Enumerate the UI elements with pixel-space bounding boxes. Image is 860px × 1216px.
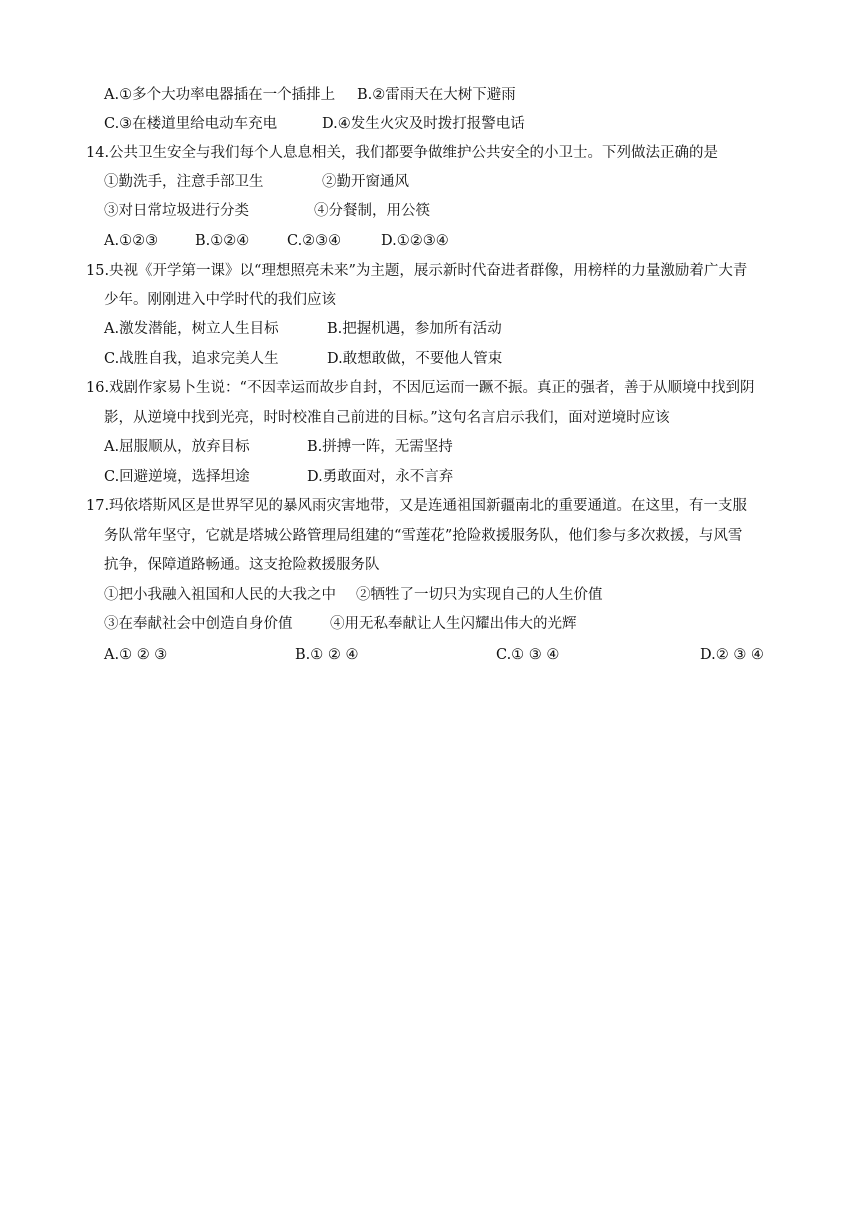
q14-item-3: ③对日常垃圾进行分类	[104, 203, 249, 219]
q14-option-b: B.①②④	[195, 233, 250, 249]
q13-option-d: D.④发生火灾及时拨打报警电话	[322, 116, 525, 132]
q17-option-d: D.② ③ ④	[700, 647, 764, 663]
q14-item-2: ②勤开窗通风	[322, 174, 409, 190]
q16-option-c: C.回避逆境，选择坦途	[104, 469, 250, 485]
q16-option-b: B.拼搏一阵，无需坚持	[307, 439, 453, 455]
q15-option-c: C.战胜自我，追求完美人生	[104, 351, 279, 367]
q14-item-4: ④分餐制，用公筷	[314, 203, 430, 219]
q14-item-1: ①勤洗手，注意手部卫生	[104, 174, 264, 190]
q14-stem: 14.公共卫生安全与我们每个人息息相关，我们都要争做维护公共安全的小卫士。下列做法正确的是	[86, 145, 719, 161]
q15-stem-line-1: 15.央视《开学第一课》以“理想照亮未来”为主题，展示新时代奋进者群像，用榜样的力量激励着广大青	[86, 263, 748, 279]
q17-stem-line-2: 务队常年坚守，它就是塔城公路管理局组建的“雪莲花”抢险救援服务队，他们参与多次救援，与风雪	[104, 528, 743, 544]
q17-item-4: ④用无私奉献让人生闪耀出伟大的光辉	[330, 616, 577, 632]
q17-option-b: B.① ② ④	[295, 647, 359, 663]
q17-item-3: ③在奉献社会中创造自身价值	[104, 616, 293, 632]
q14-option-d: D.①②③④	[381, 233, 449, 249]
q15-option-b: B.把握机遇，参加所有活动	[327, 321, 502, 337]
q16-option-d: D.勇敢面对，永不言弃	[307, 469, 454, 485]
q13-option-b: B.②雷雨天在大树下避雨	[357, 87, 516, 103]
q17-option-a: A.① ② ③	[104, 647, 168, 663]
q17-option-c: C.① ③ ④	[496, 647, 560, 663]
q16-stem-line-2: 影，从逆境中找到光亮，时时校准自己前进的目标。”这句名言启示我们，面对逆境时应该	[104, 410, 670, 426]
q13-option-c: C.③在楼道里给电动车充电	[104, 116, 278, 132]
q16-stem-line-1: 16.戏剧作家易卜生说：“不因幸运而故步自封，不因厄运而一蹶不振。真正的强者，善于从顺境中找到阴	[86, 380, 755, 396]
q17-stem-line-1: 17.玛依塔斯风区是世界罕见的暴风雨灾害地带，又是连通祖国新疆南北的重要通道。在这里，有一支服	[86, 498, 748, 514]
q16-option-a: A.屈服顺从，放弃目标	[104, 439, 250, 455]
q14-option-c: C.②③④	[287, 233, 342, 249]
q17-item-1: ①把小我融入祖国和人民的大我之中	[104, 587, 336, 603]
q17-stem-line-3: 抗争，保障道路畅通。这支抢险救援服务队	[104, 557, 380, 573]
q15-stem-line-2: 少年。刚刚进入中学时代的我们应该	[104, 292, 336, 308]
q15-option-a: A.激发潜能，树立人生目标	[104, 321, 279, 337]
q13-option-a: A.①多个大功率电器插在一个插排上	[104, 87, 336, 103]
q14-option-a: A.①②③	[104, 233, 159, 249]
q17-item-2: ②牺牲了一切只为实现自己的人生价值	[356, 587, 603, 603]
q15-option-d: D.敢想敢做，不要他人管束	[327, 351, 503, 367]
